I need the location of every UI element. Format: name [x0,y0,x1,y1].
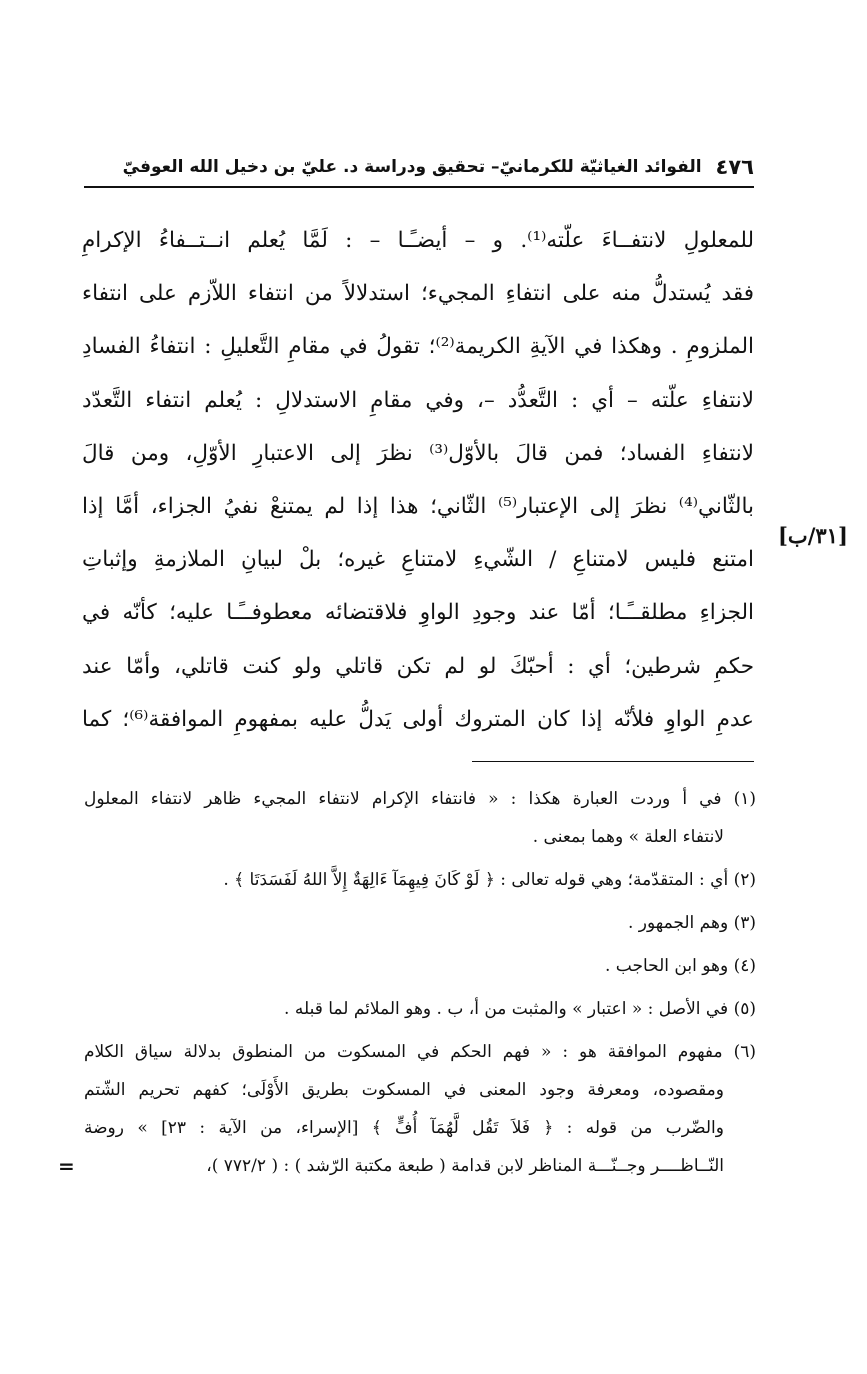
footnote [84,947,756,985]
body-line: للمعلولِ لانتفــاءَ علّته⁽¹⁾. و – أيضـًـا – : لَمَّا يُعلم انــتــفاءُ الإكرامِ [82,228,754,253]
footnote-line: والضّرب من قوله : ﴿ فَلاَ تَقُل لَّهُمَآ أُفٍّ ﴾ [الإسراء، من الآية : ٢٣] » روضة [84,1118,724,1138]
footnote-line: (٥) في الأصل : « اعتبار » والمثبت من أ، ب . وهو الملائم لما قبله . [284,999,756,1019]
body-line: لانتفاءِ الفساد؛ فمن قالَ بالأوّل⁽³⁾ نظرَ إلى الاعتبارِ الأوّلِ، ومن قالَ [82,440,754,466]
footnote [84,861,756,899]
footnote [84,780,756,856]
body-line: فقد يُستدلُّ منه على انتفاءِ المجيء؛ استدلالاً من انتفاء اللاّزم على انتفاء [82,281,754,307]
footnote-separator [472,761,754,762]
footnote-line: (٢) أي : المتقدّمة؛ وهي قوله تعالى : ﴿ لَوْ كَانَ فِيهِمَآ ءَالِهَةٌ إِلاَّ اللهُ لَفَسَدَتَا ﴾ . [223,870,756,890]
body-line: حكمِ شرطين؛ أي : أحبّكَ لو لم تكن قاتلي ولو كنت قاتلي، وأمّا عند [82,653,754,679]
margin-folio-reference: [٣١/ب] [778,523,848,548]
body-line: لانتفاءِ علّته – أي : التَّعدُّد –، وفي مقامِ الاستدلالِ : يُعلم انتفاء التَّعدّد [82,387,754,413]
footnote-line: لانتفاء العلة » وهما بمعنى . [532,827,724,847]
footnote [84,904,756,942]
body-line: الجزاءِ مطلقــًـا؛ أمّا عند وجودِ الواوِ فلاقتضائه معطوفــًـا عليه؛ كأنّه في [82,600,754,626]
footnote-line: (٣) وهم الجمهور . [627,913,756,933]
main-text [82,214,754,746]
continuation-mark: = [58,1154,75,1178]
footnote-line: ومقصوده، ومعرفة وجود المعنى في المسكوت بطريق الأَوْلَى؛ كفهم تحريم الشّتم [84,1080,724,1100]
footnote-line: (٤) وهو ابن الحاجب . [604,956,756,976]
footnote-line: (٦) مفهوم الموافقة هو : « فهم الحكم في المسكوت من المنطوق بدلالة سياق الكلام [84,1042,756,1062]
footnote [58,1033,756,1185]
running-title: الفوائد الغياثيّة للكرمانيّ– تحقيق ودراسة د. عليّ بن دخيل الله العوفيّ [122,157,702,177]
body-line: الملزومِ . وهكذا في الآيةِ الكريمة⁽²⁾؛ تقولُ في مقامِ التَّعليلِ : انتفاءُ الفسادِ [82,334,754,360]
footnote-last-line [58,1147,756,1185]
footnote [84,990,756,1028]
page-header [84,150,754,184]
header-rule [84,186,754,188]
footnote-line: النّــاظــــر وجــنّـــة المناظر لابن قدامة ( طبعة مكتبة الرّشد ) : ( ٧٧٢/٢ )، [206,1156,724,1176]
footnote-line: (١) في أ وردت العبارة هكذا : « فانتفاء الإكرام لانتفاء المجيء ظاهر لانتفاء المعلول [84,789,756,809]
footnotes [58,780,756,1190]
body-line: امتنع فليس لامتناعِ / الشّيءِ لامتناعِ غيره؛ بلْ لبيانِ الملازمةِ وإثباتِ [82,547,754,573]
body-line: بالثّاني⁽⁴⁾ نظرَ إلى الإعتبار⁽⁵⁾ الثّاني؛ هذا إذا لم يمتنعْ نفيُ الجزاء، أمَّا إذا [82,494,754,520]
page-number: ٤٧٦ [715,155,754,179]
body-line: عدمِ الواوِ فلأنّه إذا كان المتروك أولى يَدلُّ عليه بمفهومِ الموافقة⁽⁶⁾؛ كما [82,706,754,732]
